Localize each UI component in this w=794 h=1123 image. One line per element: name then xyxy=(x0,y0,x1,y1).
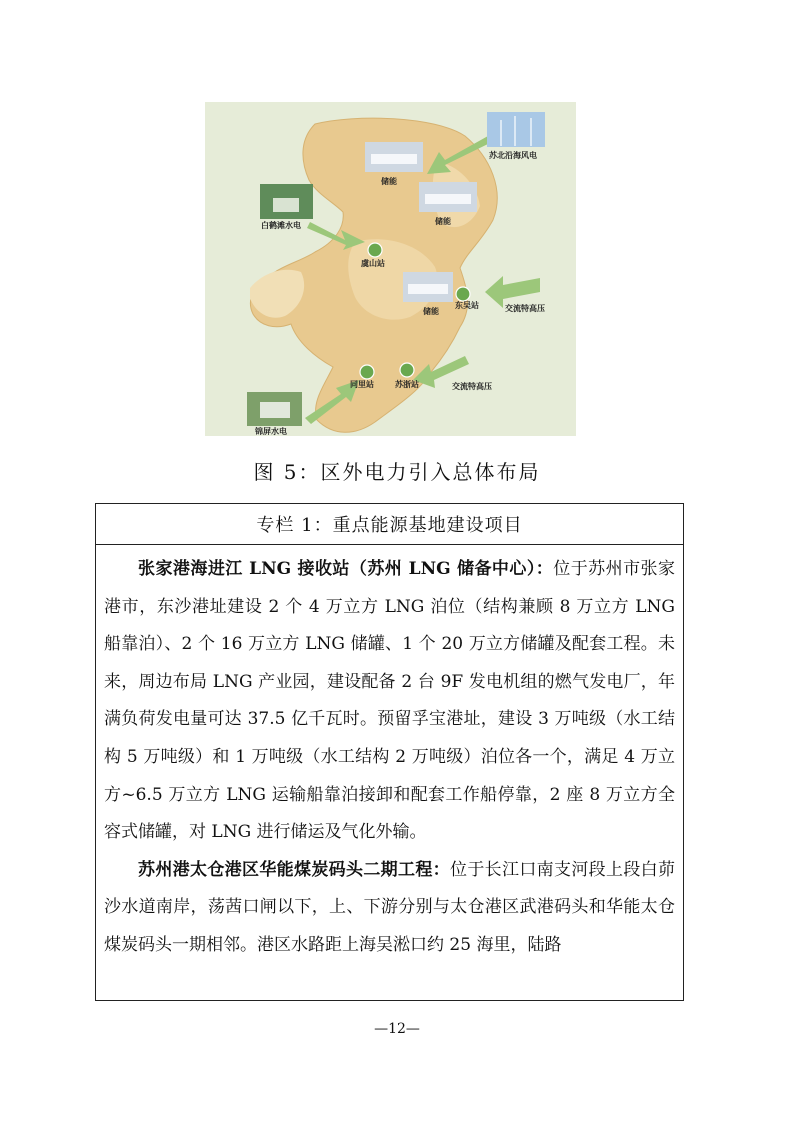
storage-label-2: 储能 xyxy=(435,217,451,226)
column-title: 专栏 1：重点能源基地建设项目 xyxy=(96,504,683,545)
paragraph-coal-text: 位于长江口南支河段上段白茆沙水道南岸，荡茜口闸以下，上、下游分别与太仓港区武港码头和华能太仓煤炭码头一期相邻。港区水路距上海吴淞口约 25 海里，陆路 xyxy=(104,859,675,955)
energy-map-figure xyxy=(205,102,576,436)
wind-photo xyxy=(487,112,545,147)
baihetan-label: 白鹤滩水电 xyxy=(261,221,301,230)
storage-photo-2 xyxy=(419,182,477,212)
storage-label-1: 储能 xyxy=(381,177,397,186)
dongwu-station-label: 东吴站 xyxy=(455,301,479,310)
baihetan-photo xyxy=(260,184,313,219)
tongli-station-marker xyxy=(360,365,374,379)
page-number: —12— xyxy=(374,1021,420,1037)
paragraph-lng-text: 位于苏州市张家港市，东沙港址建设 2 个 4 万立方 LNG 泊位（结构兼顾 8 万立方 LNG 船靠泊）、2 个 16 万立方 LNG 储罐、1 个 20 万立方储罐及配套工程。未来，周边布局 LNG 产业园，建设配备 2 台 9F 发电机组的燃气发电厂，年满负荷发电量可达 37.5 亿千瓦时。预留孚宝港址，建设 3 万吨级（水工结构 5 万吨级）和 1 万吨级（水工结构 2 万吨级）泊位各一个，满足 4 万立方~6.5 万立方 LNG 运输船靠泊接卸和配套工作船停靠，2 座 8 万立方全容式储罐，对 LNG 进行储运及气化外输。 xyxy=(104,559,675,843)
paragraph-coal-terminal xyxy=(104,852,675,965)
storage-photo-1 xyxy=(365,142,423,172)
storage-label-3: 储能 xyxy=(423,307,439,316)
column-box xyxy=(95,503,684,1001)
paragraph-coal-title: 苏州港太仓港区华能煤炭码头二期工程： xyxy=(138,859,450,880)
uhv-label-east: 交流特高压 xyxy=(505,304,545,313)
column-body xyxy=(96,545,683,965)
jinping-photo xyxy=(247,392,302,426)
yushan-station-marker xyxy=(368,243,382,257)
suzhe-station-label: 苏浙站 xyxy=(395,380,419,389)
dongwu-station-marker xyxy=(456,287,470,301)
paragraph-lng-title: 张家港海进江 LNG 接收站（苏州 LNG 储备中心）： xyxy=(138,559,554,579)
paragraph-lng xyxy=(104,551,675,852)
energy-map xyxy=(205,102,576,436)
yushan-station-label: 虞山站 xyxy=(361,259,385,268)
jinping-label: 锦屏水电 xyxy=(255,427,287,436)
figure-caption: 图 5：区外电力引入总体布局 xyxy=(253,460,541,484)
wind-label: 苏北沿海风电 xyxy=(489,151,537,160)
suzhe-station-marker xyxy=(400,363,414,377)
uhv-label-south: 交流特高压 xyxy=(452,382,492,391)
tongli-station-label: 同里站 xyxy=(350,380,374,389)
storage-photo-3 xyxy=(403,272,453,302)
